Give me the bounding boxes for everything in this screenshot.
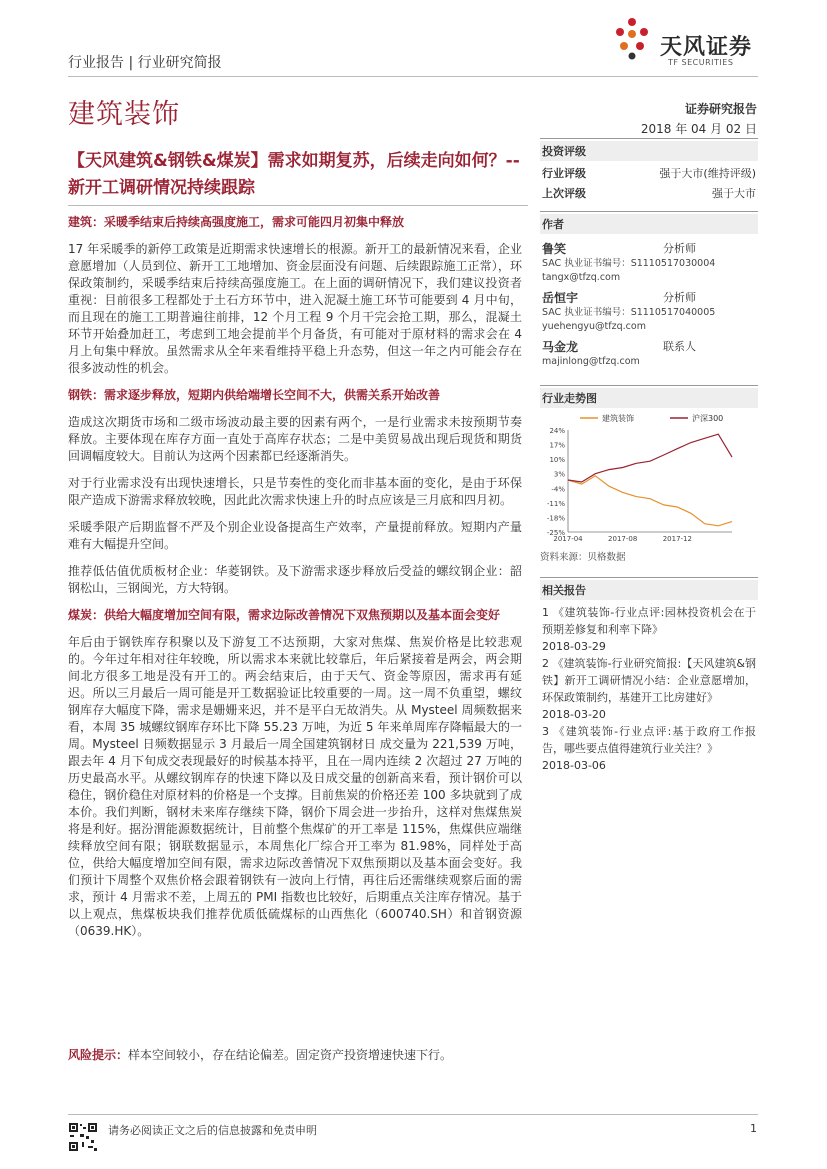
author-role: 分析师 (663, 242, 696, 255)
logo-icon (612, 16, 652, 60)
divider (68, 1114, 758, 1115)
divider (540, 385, 758, 386)
trend-title: 行业走势图 (540, 388, 758, 408)
author-cert: SAC 执业证书编号：S1110517030004 (542, 258, 716, 269)
related-item[interactable]: 1 《建筑装饰-行业点评:园林投资机会在于预期差修复和利率下降》 (542, 606, 756, 636)
x-tick-label: 2017-08 (608, 535, 638, 543)
logo-subtext: TF SECURITIES (668, 58, 734, 67)
paragraph: 推荐低估值优质板材企业：华菱钢铁。及下游需求逐步释放后受益的螺纹钢企业：韶钢松山，三钢闽光，方大特钢。 (68, 564, 522, 595)
section-heading-building: 建筑：采暖季结束后持续高强度施工，需求可能四月初集中释放 (68, 215, 405, 229)
divider (68, 205, 528, 206)
author-name: 马金龙 (542, 340, 579, 354)
rating-value: 强于大市(维持评级) (659, 167, 756, 180)
author-title: 作者 (540, 214, 758, 234)
author-row (542, 338, 756, 355)
rating-row (540, 161, 758, 181)
author-role: 联系人 (663, 340, 696, 353)
series-line-index (568, 434, 732, 482)
author-email[interactable]: majinlong@tfzq.com (542, 356, 640, 367)
paragraph: 对于行业需求没有出现快速增长，只是节奏性的变化而非基本面的变化，是由于环保限产造成下游需求释放较晚，因此此次需求快速上升的时点应该是三月底和四月初。 (68, 476, 522, 507)
author-row (542, 289, 756, 306)
y-tick-label: -4% (551, 485, 565, 494)
trend-chart (540, 408, 758, 548)
prev-rating-value: 强于大市 (712, 187, 756, 200)
legend-label: 建筑装饰 (602, 414, 634, 423)
footer-disclaimer: 请务必阅读正文之后的信息披露和免责申明 (108, 1124, 317, 1137)
y-tick-label: 10% (549, 456, 565, 465)
related-list (540, 600, 758, 774)
risk-heading: 风险提示： (68, 1048, 129, 1062)
author-name: 岳恒宇 (542, 291, 579, 305)
paragraph: 造成这次期货市场和二级市场波动最主要的因素有两个，一是行业需求未按预期节奏释放。主要体现在库存方面一直处于高库存状态；二是中美贸易战出现后现货和期货回调幅度较大。目前认为这两个因素都已经逐渐消失。 (68, 415, 522, 463)
related-item[interactable]: 2 《建筑装饰-行业研究简报:【天风建筑&钢铁】新开工调研情况小结：企业意愿增加，环保政策制约，基建开工比房建好》 (542, 657, 756, 704)
section-heading-coal: 煤炭：供给大幅度增加空间有限，需求边际改善情况下双焦预期以及基本面会变好 (68, 608, 501, 622)
y-tick-label: 17% (549, 441, 565, 450)
divider (68, 76, 758, 77)
page-number: 1 (750, 1122, 757, 1135)
author-name: 鲁笑 (542, 242, 567, 256)
prev-rating-label: 上次评级 (542, 187, 586, 200)
author-row (542, 240, 756, 257)
y-tick-label: 3% (553, 470, 565, 479)
rating-label: 行业评级 (542, 167, 586, 180)
report-date: 2018 年 04 月 02 日 (640, 122, 757, 136)
qr-code-icon (68, 1122, 98, 1152)
series-line-building (568, 476, 732, 526)
sidebar (540, 138, 758, 774)
author-cert: SAC 执业证书编号：S1110517040005 (542, 307, 716, 318)
y-tick-label: -25% (546, 529, 565, 537)
related-item[interactable]: 3 《建筑装饰-行业点评:基于政府工作报告，哪些要点值得建筑行业关注？》 (542, 725, 756, 755)
divider (540, 138, 758, 139)
related-date: 2018-03-20 (542, 708, 606, 721)
section-heading-steel: 钢铁：需求逐步释放，短期内供给端增长空间不大，供需关系开始改善 (68, 388, 441, 402)
risk-note (68, 1046, 528, 1063)
x-tick-label: 2017-12 (662, 535, 692, 543)
legend-label: 沪深300 (692, 414, 724, 423)
prev-rating-row (540, 181, 758, 211)
author-list (540, 234, 758, 369)
rating-title: 投资评级 (540, 141, 758, 161)
author-email[interactable]: yuehengyu@tfzq.com (542, 321, 646, 332)
logo-text: 天风证券 (660, 35, 753, 60)
y-tick-label: -18% (546, 514, 565, 523)
report-type: 行业报告 | 行业研究简报 (68, 55, 222, 71)
author-email[interactable]: tangx@tfzq.com (542, 272, 621, 283)
risk-text: 样本空间较小，存在结论偏差。固定资产投资增速快速下行。 (128, 1048, 453, 1062)
report-label: 证券研究报告 (684, 102, 757, 116)
paragraph: 17 年采暖季的新停工政策是近期需求快速增长的根源。新开工的最新情况来看，企业意愿增加（人员到位、新开工工地增加、资金层面没有问题、后续跟踪施工正常），环保政策制约，采暖季结束后持续高强度施工。在上面的调研情况下，我们建议投资者重视：目前很多工程都处于土石方环节中，进入泥凝土施工环节可能要到 4 月中旬，而且现在的施工工期普遍往前排，12 个月工程 9 个月干完会抢工期，那么，混凝土环节开始叠加赶工，考虑到工地会提前半个月备货，有可能对于原材料的需求会在 4 月上旬集中释放。虽然需求从全年来看维持平稳上升态势，但这一年之内可能会存在很多波动性的机会。 (68, 242, 522, 375)
related-date: 2018-03-06 (542, 759, 606, 772)
paragraph: 年后由于钢铁库存积聚以及下游复工不达预期，大家对焦煤、焦炭价格是比较悲观的。今年过年相对往年较晚，所以需求本来就比较靠后，年后紧接着是两会，两会期间北方很多工地是没有开工的。两会结束后，由于天气、资金等原因，需求再有延迟。所以三月最后一周可能是开工数据验证比较重要的一周。这一周不负重望，螺纹钢库存大幅度下降，需求是姗姗来迟，并不是平白无故消失。从 Mysteel 周频数据来看，本周 35 城螺纹钢库存环比下降 55.23 万吨，为近 5 年来单周库存降幅最大的一周。Mysteel 日频数据显示 3 月最后一周全国建筑钢材日 成交量为 221,539 万吨，跟去年 4 月下旬成交表现最好的时候基本持平，且在一周内连续 2 次超过 27 万吨的历史最高水平。从螺纹钢库存的快速下降以及日成交量的创新高来看，预计钢价可以稳住，钢价稳住对原材料的价格是一个支撑。目前焦炭的价格还差 100 多块就到了成本价。我们判断，钢材未来库存继续下降，钢价下周会进一步抬升，这样对焦煤焦炭将是利好。据汾渭能源数据统计，目前整个焦煤矿的开工率是 115%，焦煤供应端继续释放空间有限；钢联数据显示，本周焦化厂综合开工率为 81.98%，同样处于高位，供给大幅度增加空间有限，需求边际改善情况下双焦预期以及基本面会变好。我们预计下周整个双焦价格会跟着钢铁有一波向上行情，再往后还需继续观察后面的需求，预计 4 月需求不差，上周五的 PMI 指数也比较好，后期重点关注库存情况。基于以上观点，焦煤板块我们推荐优质低硫煤标的山西焦化（600740.SH）和首钢资源（0639.HK）。 (68, 635, 522, 938)
related-title: 相关报告 (540, 580, 758, 600)
main-body (68, 214, 522, 940)
divider (540, 211, 758, 212)
x-tick-label: 2017-04 (553, 535, 583, 543)
author-role: 分析师 (663, 291, 696, 304)
sector-title: 建筑装饰 (68, 99, 180, 130)
paragraph: 采暖季限产后期监督不严及个别企业设备提高生产效率，产量提前释放。短期内产量难有大幅提升空间。 (68, 520, 522, 551)
report-title: 【天风建筑&钢铁&煤炭】需求如期复苏，后续走向如何？--新开工调研情况持续跟踪 (68, 151, 520, 198)
y-tick-label: 24% (549, 427, 565, 435)
related-date: 2018-03-29 (542, 640, 606, 653)
divider (540, 577, 758, 578)
chart-source: 资料来源：贝格数据 (540, 552, 626, 563)
y-tick-label: -11% (546, 499, 565, 508)
